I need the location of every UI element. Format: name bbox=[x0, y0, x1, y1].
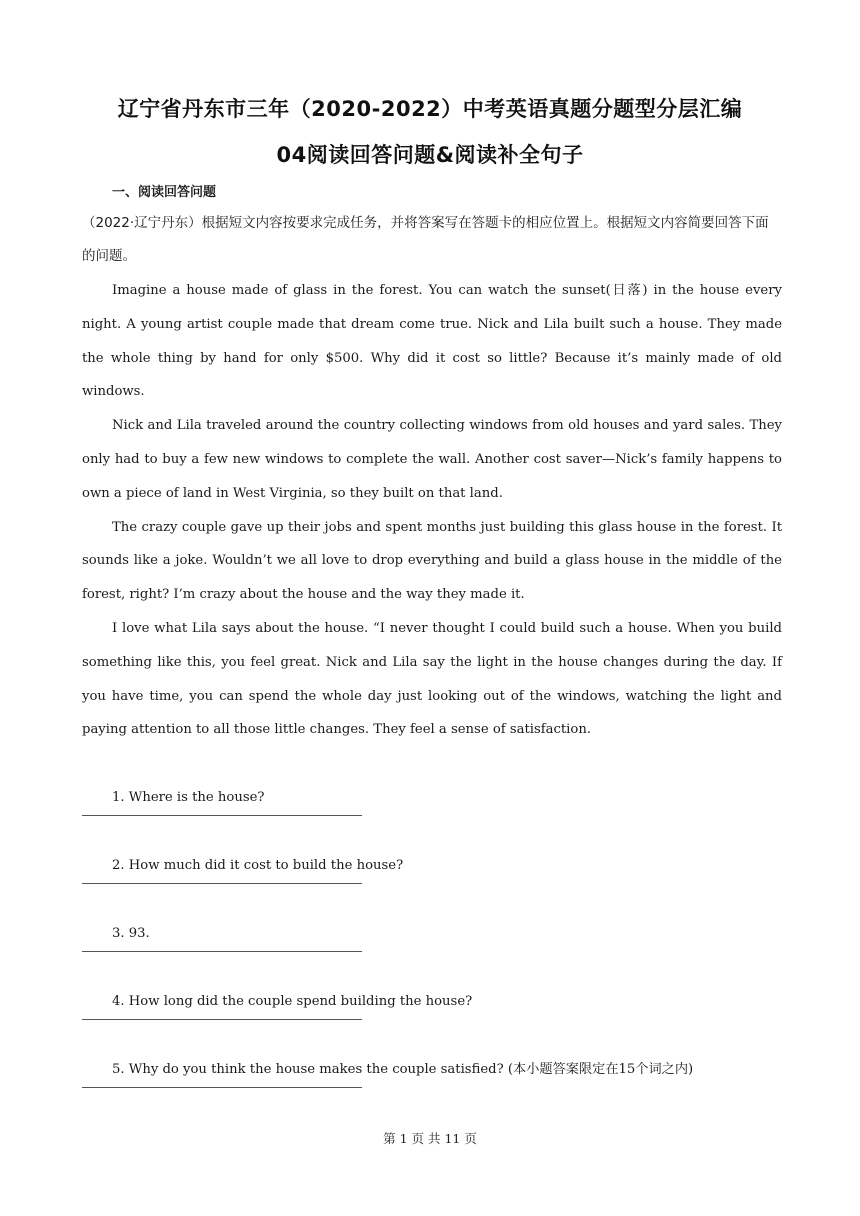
instructions: （2022·辽宁丹东）根据短文内容按要求完成任务，并将答案写在答题卡的相应位置上。根据短文内容简要回答下面的问题。 bbox=[82, 215, 769, 264]
section-heading: 一、阅读回答问题 bbox=[112, 185, 217, 200]
question: 2. How much did it cost to build the house? bbox=[112, 858, 404, 873]
question-list bbox=[82, 781, 782, 1121]
passage-paragraph: Imagine a house made of glass in the forest. You can watch the sunset(日落) in the house every night. A young artist couple made that dream come true. Nick and Lila built such a house. They made the whole thing by hand for only $500. Why did it cost so little? Because it’s mainly made of old windows. bbox=[82, 283, 782, 400]
document-title: 辽宁省丹东市三年（2020-2022）中考英语真题分题型分层汇编 bbox=[117, 97, 743, 121]
passage-paragraph: Nick and Lila traveled around the country collecting windows from old houses and yard sales. They only had to buy a few new windows to complete the wall. Another cost saver—Nick’s family happens to own a piece of land in West Virginia, so they built on that land. bbox=[82, 418, 782, 501]
page-footer: 第 1 页 共 11 页 bbox=[383, 1131, 477, 1146]
passage-paragraph: I love what Lila says about the house. “I never thought I could build such a house. When you build something like this, you feel great. Nick and Lila say the light in the house changes during the day. If you have time, you can spend the whole day just looking out of the windows, watching the light and paying attention to all those little changes. They feel a sense of satisfaction. bbox=[82, 620, 782, 738]
question: 3. 93. bbox=[112, 926, 150, 941]
question: 1. Where is the house? bbox=[112, 790, 265, 805]
question: 4. How long did the couple spend building the house? bbox=[112, 994, 473, 1009]
document-subtitle: 04阅读回答问题&阅读补全句子 bbox=[276, 143, 584, 167]
question: 5. Why do you think the house makes the couple satisfied? (本小题答案限定在15个词之内) bbox=[112, 1062, 694, 1077]
passage-paragraph: The crazy couple gave up their jobs and spent months just building this glass house in the forest. It sounds like a joke. Wouldn’t we all love to drop everything and build a glass house in the middle of the forest, right? I’m crazy about the house and the way they made it. bbox=[82, 519, 782, 603]
reading-passage bbox=[82, 274, 782, 747]
